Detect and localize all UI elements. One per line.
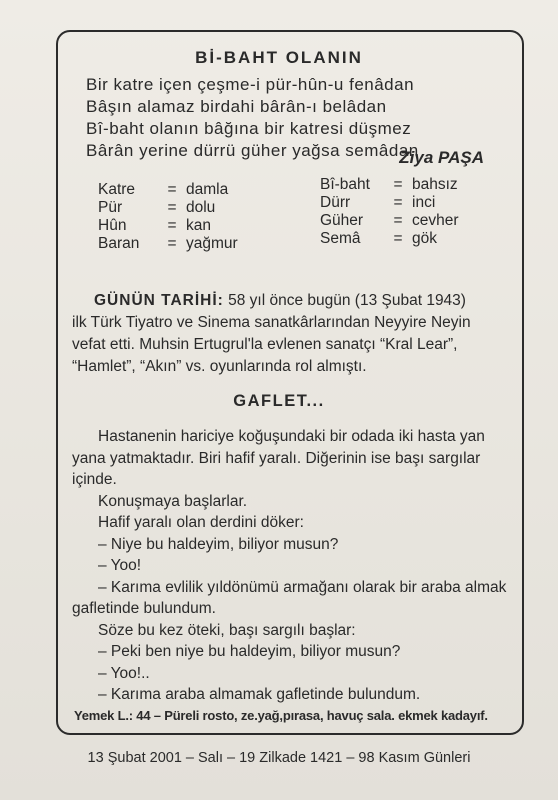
glossary-meaning: kan <box>186 217 211 234</box>
glossary-meaning: dolu <box>186 199 216 216</box>
glossary-meaning: gök <box>412 230 437 247</box>
glossary-eq: = <box>167 199 177 216</box>
story-paragraph: – Karıma evlilik yıldönümü armağanı olarak bir araba almak gafletinde bulundum. <box>72 578 507 617</box>
story-paragraph: Hafif yaralı olan derdini döker: <box>98 514 304 531</box>
glossary-word: Hûn <box>98 217 127 234</box>
glossary-meaning: bahsız <box>412 176 458 193</box>
story-paragraph: – Niye bu haldeyim, biliyor musun? <box>98 535 339 553</box>
glossary-meaning: damla <box>186 181 229 198</box>
glossary-row <box>98 181 238 199</box>
glossary-eq: = <box>393 212 403 229</box>
glossary-word: Pür <box>98 199 123 216</box>
glossary-word: Bî-baht <box>320 176 370 193</box>
story-paragraph: Söze bu kez öteki, başı sargılı başlar: <box>98 621 356 639</box>
glossary-word: Katre <box>98 181 136 198</box>
glossary-word: Baran <box>98 235 140 252</box>
poem-line: Bâşın alamaz birdahi bârân-ı belâdan <box>86 97 387 116</box>
poem-title: Bİ-BAHT OLANIN <box>195 48 363 67</box>
glossary-row <box>320 230 459 248</box>
glossary-row <box>98 235 238 253</box>
glossary-meaning: cevher <box>412 212 459 229</box>
poem-line: Bî-baht olanın bâğına bir katresi düşmez <box>86 119 412 138</box>
story-paragraph: – Yoo!.. <box>98 664 150 682</box>
glossary-row <box>320 194 459 212</box>
gunun-tarihi <box>72 290 502 378</box>
story-paragraph: – Peki ben niye bu haldeyim, biliyor musun? <box>98 643 401 660</box>
glossary-row <box>320 212 459 230</box>
story-paragraph: – Karıma araba almamak gafletinde bulundum. <box>98 686 421 703</box>
tarih-line: 58 yıl önce bugün (13 Şubat 1943) <box>223 292 466 309</box>
glossary-eq: = <box>393 176 403 193</box>
gaflet-story <box>72 426 512 706</box>
gaflet-title: GAFLET... <box>233 392 325 410</box>
poem-author: Ziya PAŞA <box>399 148 484 167</box>
tarih-line: “Hamlet”, “Akın” vs. oyunlarında rol almıştı. <box>72 358 367 375</box>
tarih-line: vefat etti. Muhsin Ertugrul'la evlenen sanatçı “Kral Lear”, <box>72 336 458 353</box>
tarih-heading: GÜNÜN TARİHİ: <box>94 292 224 309</box>
glossary-eq: = <box>393 194 403 211</box>
glossary-left <box>98 181 238 253</box>
glossary-word: Semâ <box>320 230 361 247</box>
tarih-first-line <box>72 290 502 312</box>
story-paragraph: Hastanenin hariciye koğuşundaki bir odada iki hasta yan yana yatmaktadır. Biri hafif yaralı. Diğerinin ise başı sargılar içinde. <box>72 428 485 488</box>
glossary-row <box>320 176 459 194</box>
glossary-word: Dürr <box>320 194 351 211</box>
glossary-right <box>320 176 459 248</box>
poem-line: Bârân yerine dürrü güher yağsa semâdan <box>86 141 419 160</box>
glossary-word: Güher <box>320 212 364 229</box>
glossary-row <box>98 199 238 217</box>
glossary-eq: = <box>167 235 177 252</box>
glossary-meaning: inci <box>412 194 436 211</box>
glossary-eq: = <box>393 230 403 247</box>
poem <box>86 74 419 162</box>
poem-line: Bir katre içen çeşme-i pür-hûn-u fenâdan <box>86 75 415 94</box>
glossary-eq: = <box>167 181 177 198</box>
glossary-meaning: yağmur <box>186 235 238 252</box>
glossary-eq: = <box>167 217 177 234</box>
glossary-row <box>98 217 238 235</box>
story-paragraph: – Yoo! <box>98 557 142 574</box>
footer-date: 13 Şubat 2001 – Salı – 19 Zilkade 1421 – 98 Kasım Günleri <box>87 750 471 766</box>
menu-line: Yemek L.: 44 – Püreli rosto, ze.yağ,pırasa, havuç sala. ekmek kadayıf. <box>74 708 488 723</box>
tarih-line: ilk Türk Tiyatro ve Sinema sanatkârlarından Neyyire Neyin <box>72 314 471 331</box>
story-paragraph: Konuşmaya başlarlar. <box>98 492 248 510</box>
